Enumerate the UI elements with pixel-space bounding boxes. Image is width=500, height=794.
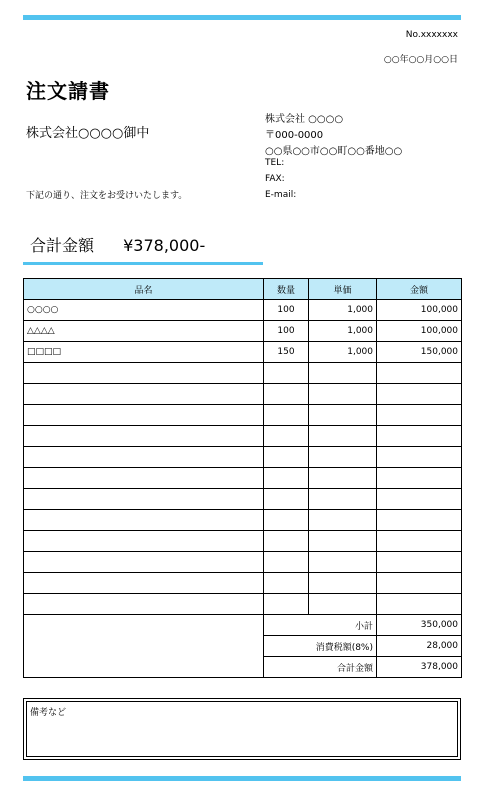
cell-amount bbox=[377, 573, 462, 594]
cell-quantity bbox=[264, 363, 309, 384]
header-unit-price: 単価 bbox=[309, 279, 377, 300]
cell-amount: 100,000 bbox=[377, 300, 462, 321]
header-quantity: 数量 bbox=[264, 279, 309, 300]
grand-total-value: 378,000 bbox=[377, 657, 462, 678]
cell-item-name bbox=[24, 573, 264, 594]
cell-quantity bbox=[264, 447, 309, 468]
cell-quantity bbox=[264, 510, 309, 531]
table-row bbox=[24, 447, 462, 468]
total-amount-value: ¥378,000- bbox=[123, 236, 206, 255]
cell-quantity bbox=[264, 384, 309, 405]
summary-blank-cell bbox=[24, 615, 264, 678]
cell-amount bbox=[377, 384, 462, 405]
cell-amount bbox=[377, 447, 462, 468]
document-title: 注文請書 bbox=[26, 79, 110, 103]
table-row bbox=[24, 363, 462, 384]
table-row bbox=[24, 405, 462, 426]
cell-amount bbox=[377, 531, 462, 552]
cell-unit-price bbox=[309, 405, 377, 426]
cell-amount: 150,000 bbox=[377, 342, 462, 363]
cell-unit-price bbox=[309, 531, 377, 552]
table-row bbox=[24, 489, 462, 510]
remarks-label: 備考など bbox=[26, 701, 458, 757]
table-row bbox=[24, 573, 462, 594]
cell-quantity bbox=[264, 489, 309, 510]
cell-item-name bbox=[24, 510, 264, 531]
sender-tel: TEL: bbox=[265, 158, 285, 168]
cell-unit-price: 1,000 bbox=[309, 300, 377, 321]
subtotal-label: 小計 bbox=[264, 615, 377, 636]
sender-address: ○○県○○市○○町○○番地○○ bbox=[265, 146, 403, 157]
sender-email: E-mail: bbox=[265, 190, 297, 200]
cell-unit-price bbox=[309, 594, 377, 615]
bottom-accent-bar bbox=[23, 776, 461, 781]
table-row bbox=[24, 300, 462, 321]
cell-unit-price bbox=[309, 363, 377, 384]
cell-quantity bbox=[264, 426, 309, 447]
sender-fax: FAX: bbox=[265, 174, 285, 184]
cell-item-name: □□□□ bbox=[24, 342, 264, 363]
total-underline bbox=[23, 262, 263, 265]
cell-unit-price bbox=[309, 489, 377, 510]
cell-unit-price bbox=[309, 447, 377, 468]
table-header-row bbox=[24, 279, 462, 300]
cell-amount bbox=[377, 426, 462, 447]
header-item-name: 品名 bbox=[24, 279, 264, 300]
remarks-box bbox=[23, 698, 461, 760]
cell-unit-price bbox=[309, 468, 377, 489]
tax-value: 28,000 bbox=[377, 636, 462, 657]
grand-total-label: 合計金額 bbox=[264, 657, 377, 678]
cell-quantity: 100 bbox=[264, 321, 309, 342]
cell-item-name bbox=[24, 594, 264, 615]
items-table bbox=[23, 278, 462, 678]
table-row bbox=[24, 468, 462, 489]
cell-item-name bbox=[24, 384, 264, 405]
table-row bbox=[24, 321, 462, 342]
subtotal-value: 350,000 bbox=[377, 615, 462, 636]
cell-quantity bbox=[264, 405, 309, 426]
table-row bbox=[24, 594, 462, 615]
header-amount: 金額 bbox=[377, 279, 462, 300]
table-row bbox=[24, 342, 462, 363]
cell-item-name bbox=[24, 468, 264, 489]
cell-quantity bbox=[264, 573, 309, 594]
cell-amount: 100,000 bbox=[377, 321, 462, 342]
cell-item-name bbox=[24, 363, 264, 384]
cell-item-name bbox=[24, 531, 264, 552]
table-row bbox=[24, 384, 462, 405]
cell-amount bbox=[377, 489, 462, 510]
recipient-name: 株式会社○○○○御中 bbox=[26, 126, 150, 141]
cell-item-name bbox=[24, 552, 264, 573]
cell-amount bbox=[377, 363, 462, 384]
cell-amount bbox=[377, 405, 462, 426]
cell-amount bbox=[377, 552, 462, 573]
cell-quantity bbox=[264, 531, 309, 552]
table-row bbox=[24, 426, 462, 447]
cell-item-name: ○○○○ bbox=[24, 300, 264, 321]
cell-unit-price: 1,000 bbox=[309, 342, 377, 363]
total-amount-block bbox=[30, 233, 205, 256]
cell-item-name: △△△△ bbox=[24, 321, 264, 342]
tax-label: 消費税額(8%) bbox=[264, 636, 377, 657]
cell-unit-price: 1,000 bbox=[309, 321, 377, 342]
table-row bbox=[24, 531, 462, 552]
cell-quantity bbox=[264, 468, 309, 489]
table-row bbox=[24, 510, 462, 531]
sender-company: 株式会社 ○○○○ bbox=[265, 114, 344, 125]
cell-unit-price bbox=[309, 384, 377, 405]
intro-text: 下記の通り、注文をお受けいたします。 bbox=[26, 191, 188, 201]
cell-item-name bbox=[24, 405, 264, 426]
document-date: ○○年○○月○○日 bbox=[383, 55, 458, 65]
summary-row-subtotal bbox=[24, 615, 462, 636]
cell-amount bbox=[377, 594, 462, 615]
total-amount-label: 合計金額 bbox=[30, 236, 95, 255]
sender-postal: 〒000-0000 bbox=[265, 130, 324, 141]
cell-amount bbox=[377, 510, 462, 531]
cell-item-name bbox=[24, 489, 264, 510]
table-row bbox=[24, 552, 462, 573]
cell-item-name bbox=[24, 447, 264, 468]
cell-unit-price bbox=[309, 573, 377, 594]
cell-amount bbox=[377, 468, 462, 489]
cell-quantity bbox=[264, 594, 309, 615]
cell-quantity: 100 bbox=[264, 300, 309, 321]
cell-item-name bbox=[24, 426, 264, 447]
cell-quantity: 150 bbox=[264, 342, 309, 363]
cell-quantity bbox=[264, 552, 309, 573]
cell-unit-price bbox=[309, 426, 377, 447]
top-accent-bar bbox=[23, 15, 461, 20]
document-number: No.xxxxxxx bbox=[405, 30, 458, 40]
cell-unit-price bbox=[309, 510, 377, 531]
cell-unit-price bbox=[309, 552, 377, 573]
